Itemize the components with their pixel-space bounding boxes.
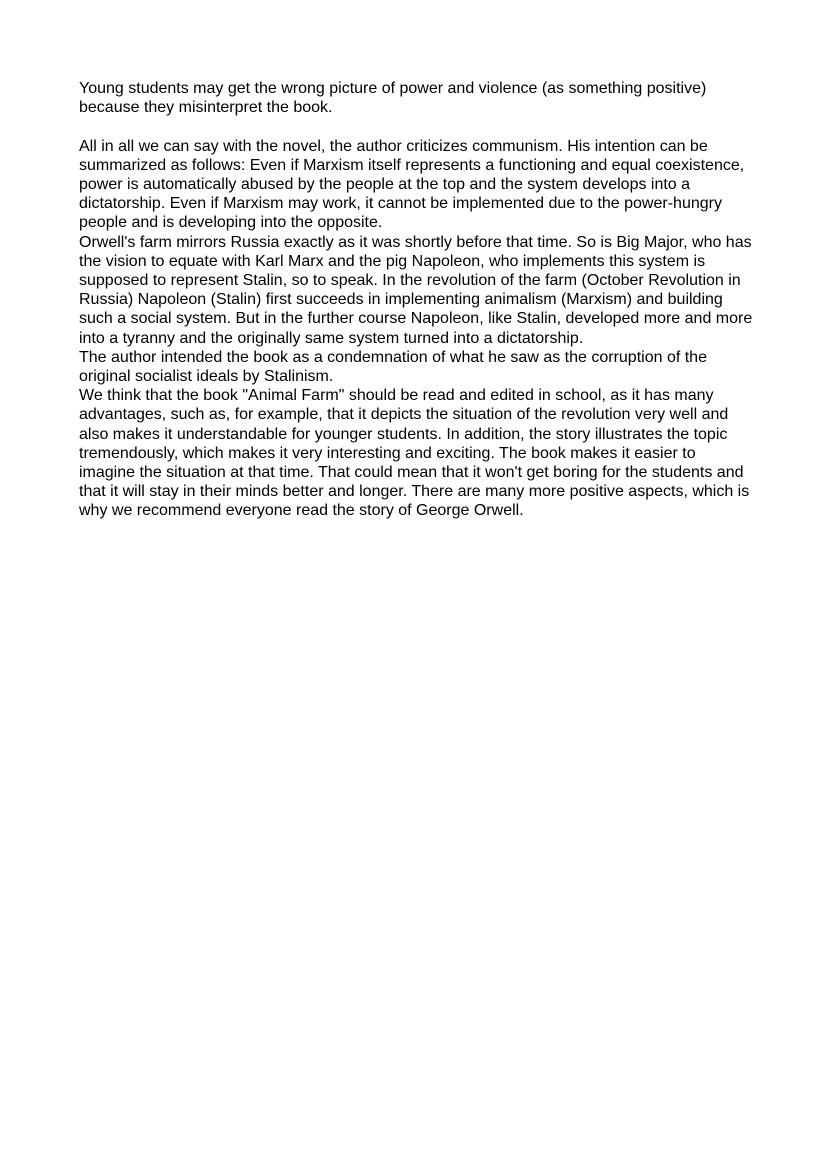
document-body — [79, 79, 755, 521]
paragraph-russia-comparison: Orwell's farm mirrors Russia exactly as it was shortly before that time. So is Big Major, who has the vision to equate with Karl Marx and the pig Napoleon, who implements this system is supposed to represent Stalin, so to speak. In the revolution of the farm (October Revolution in Russia) Napoleon (Stalin) first succeeds in implementing animalism (Marxism) and building such a social system. But in the further course Napoleon, like Stalin, developed more and more into a tyranny and the originally same system turned into a dictatorship. — [79, 233, 753, 347]
paragraph-spacer — [79, 117, 755, 136]
intro-paragraph: Young students may get the wrong picture of power and violence (as something positive) because they misinterpret the book. — [79, 80, 707, 117]
paragraph-recommendation: We think that the book "Animal Farm" should be read and edited in school, as it has many advantages, such as, for example, that it depicts the situation of the revolution very well and also makes it understandable for younger students. In addition, the story illustrates the topic tremendously, which makes it very interesting and exciting. The book makes it easier to imagine the situation at that time. That could mean that it won't get boring for the students and that it will stay in their minds better and longer. There are many more positive aspects, which is why we recommend everyone read the story of George Orwell. — [79, 387, 750, 520]
paragraph-conclusion: All in all we can say with the novel, the author criticizes communism. His intention can be summarized as follows: Even if Marxism itself represents a functioning and equal coexistence, power is automatically abused by the people at the top and the system develops into a dictatorship. Even if Marxism may work, it cannot be implemented due to the power-hungry people and is developing into the opposite. — [79, 137, 745, 232]
paragraph-author-intent: The author intended the book as a condemnation of what he saw as the corruption of the original socialist ideals by Stalinism. — [79, 348, 707, 386]
